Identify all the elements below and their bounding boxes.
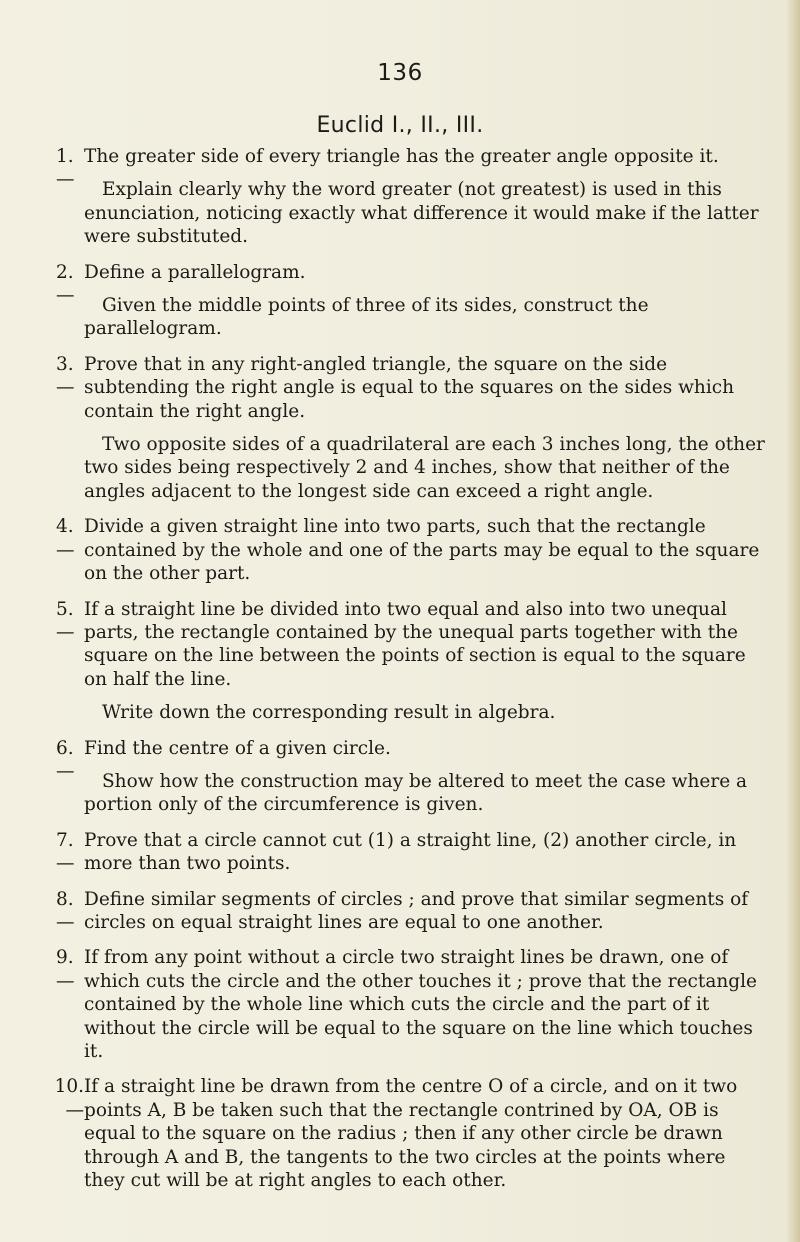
question-text: If a straight line be divided into two equal and also into two unequal parts, the rectangle contained by the unequal parts together with the square on the line between the points of section is equal to the square on half the line. — [84, 598, 746, 690]
question-number: 4.— — [56, 516, 75, 561]
question-5 — [56, 598, 768, 692]
question-2-subpart: Given the middle points of three of its sides, construct the parallelogram. — [84, 295, 649, 340]
question-number: 6.— — [56, 737, 75, 782]
question-1-subpart: Explain clearly why the word greater (not greatest) is used in this enunciation, noticing exactly what difference it would make if the latter were substituted. — [84, 179, 759, 248]
question-text: Define a parallelogram. — [84, 261, 306, 283]
question-number: 2.— — [56, 261, 75, 307]
question-3 — [56, 353, 768, 423]
question-text: Divide a given straight line into two parts, such that the rectangle contained by the whole and one of the parts may be equal to the square on the other part. — [84, 516, 760, 585]
question-list — [56, 145, 768, 1192]
question-number: 8.— — [56, 888, 75, 933]
question-8 — [56, 888, 768, 935]
question-6 — [56, 737, 768, 782]
question-text: Define similar segments of circles ; and prove that similar segments of circles on equal straight lines are equal to one another. — [84, 888, 749, 933]
page-edge-shadow — [786, 0, 800, 1242]
question-text: If from any point without a circle two straight lines be drawn, one of which cuts the circle and the other touches it ; prove that the rectangle contained by the whole line which cuts the circle and the part of it without the circle will be equal to the square on the line which touches it. — [84, 947, 757, 1062]
question-number: 1.— — [56, 146, 75, 191]
question-text: Prove that a circle cannot cut (1) a straight line, (2) another circle, in more than two points. — [84, 829, 737, 875]
question-number: 5.— — [56, 598, 75, 643]
question-1 — [56, 145, 768, 191]
question-6-subpart: Show how the construction may be altered to meet the case where a portion only of the circumference is given. — [84, 770, 748, 816]
question-text: The greater side of every triangle has the greater angle opposite it. — [84, 146, 719, 167]
question-7 — [56, 829, 768, 876]
question-number: 10.— — [54, 1076, 84, 1121]
question-3-subpart: Two opposite sides of a quadrilateral are each 3 inches long, the other two sides being respectively 2 and 4 inches, show that neither of the angles adjacent to the longest side can exceed a right angle. — [84, 434, 765, 502]
page-number: 136 — [377, 60, 423, 86]
question-2 — [56, 261, 768, 307]
question-text: If a straight line be drawn from the centre O of a circle, and on it two points A, B be taken such that the rectangle contrined by OA, OB is equal to the square on the radius ; then if any other circle be drawn through A and B, the tangents to the two circles at the points where they cut will be at right angles to each other. — [84, 1076, 738, 1192]
question-number: 9.— — [56, 947, 75, 992]
question-number: 3.— — [56, 353, 75, 399]
question-text: Find the centre of a given circle. — [84, 737, 391, 759]
question-4 — [56, 515, 768, 585]
question-number: 7.— — [56, 829, 75, 875]
question-text: Prove that in any right-angled triangle, the square on the side subtending the right angle is equal to the squares on the sides which contain the right angle. — [84, 353, 735, 422]
question-5-subpart: Write down the corresponding result in algebra. — [102, 702, 556, 724]
question-10 — [56, 1075, 768, 1192]
question-9 — [56, 946, 768, 1063]
page-title: Euclid I., II., III. — [316, 113, 484, 138]
